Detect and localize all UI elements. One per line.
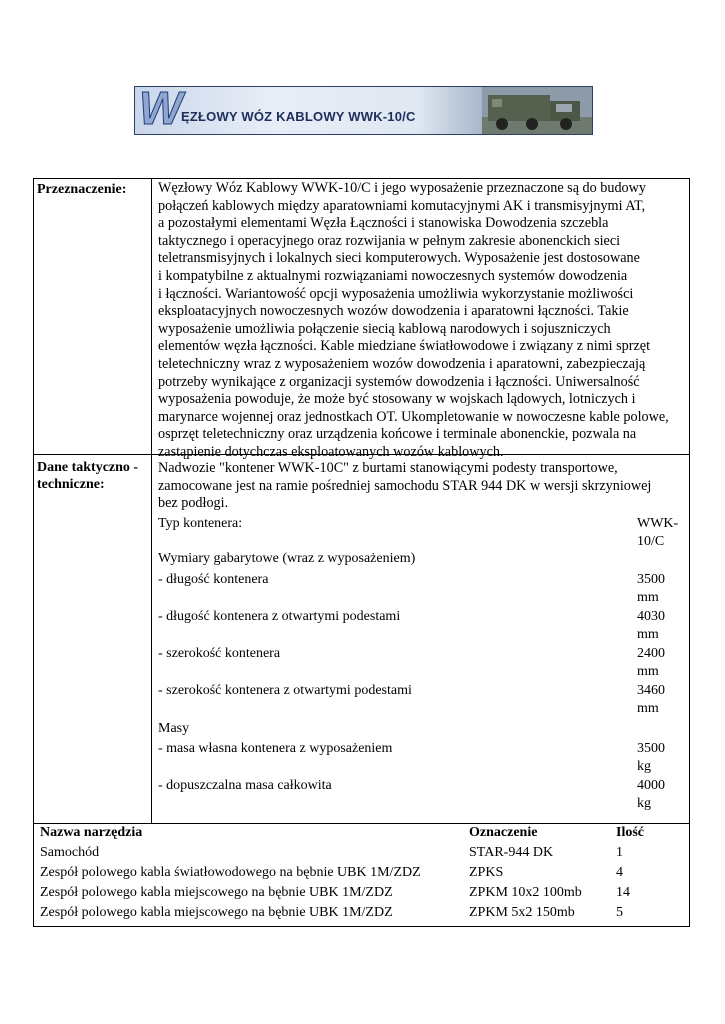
tools-row-qty: 5 bbox=[616, 905, 623, 920]
dimensions-heading: Wymiary gabarytowe (wraz z wyposażeniem) bbox=[158, 551, 416, 566]
header-banner bbox=[134, 86, 593, 135]
tools-row-code: STAR-944 DK bbox=[469, 845, 554, 860]
mass-label: - dopuszczalna masa całkowita bbox=[158, 778, 332, 793]
tools-row-qty: 14 bbox=[616, 885, 630, 900]
container-type-label: Typ kontenera: bbox=[158, 516, 243, 531]
tools-row-code: ZPKM 10x2 100mb bbox=[469, 885, 582, 900]
tools-row-name: Zespół polowego kabla miejscowego na bębnie UBK 1M/ZDZ bbox=[40, 885, 393, 900]
dim-value: 3460 mm bbox=[637, 683, 665, 716]
dim-label: - długość kontenera bbox=[158, 572, 269, 587]
tech-intro-line: Nadwozie "kontener WWK-10C" z burtami stanowiącymi podesty transportowe, bbox=[158, 460, 618, 476]
purpose-line: wyposażenie umożliwia połączenie siecią kablową narodowych i sojuszniczych bbox=[158, 320, 611, 337]
purpose-label: Przeznaczenie: bbox=[37, 182, 127, 197]
tools-row-qty: 4 bbox=[616, 865, 623, 880]
purpose-line: taktycznego i operacyjnego oraz rozwijania w pełnym zakresie abonenckich sieci bbox=[158, 232, 621, 249]
purpose-line: Węzłowy Wóz Kablowy WWK-10/C i jego wyposażenie przeznaczone są do budowy bbox=[158, 180, 646, 196]
mass-label: - masa własna kontenera z wyposażeniem bbox=[158, 741, 393, 756]
tech-label-line: Dane taktyczno - bbox=[37, 460, 139, 475]
spec-table bbox=[33, 178, 690, 927]
dim-value: 2400 mm bbox=[637, 646, 665, 679]
tech-intro bbox=[158, 460, 686, 513]
purpose-line: połączeń kablowych między aparatowniami komutacyjnymi AK i transmisyjnymi AT, bbox=[158, 197, 646, 214]
banner-title: ĘZŁOWY WÓZ KABLOWY WWK-10/C bbox=[181, 109, 416, 124]
tools-row-name: Zespół polowego kabla miejscowego na bębnie UBK 1M/ZDZ bbox=[40, 905, 393, 920]
tech-label-line: techniczne: bbox=[37, 477, 105, 492]
tech-intro-line: zamocowane jest na ramie pośredniej samochodu STAR 944 DK w wersji skrzyniowej bbox=[158, 477, 652, 494]
tools-row-name: Zespół polowego kabla światłowodowego na bębnie UBK 1M/ZDZ bbox=[40, 865, 421, 880]
purpose-line: osprzęt teletechniczny oraz urządzenia końcowe i terminale abonenckie, pozwala na bbox=[158, 426, 637, 443]
tools-row-name: Samochód bbox=[40, 845, 100, 860]
purpose-line: i łączności. Wariantowość opcji wyposażenia umożliwia wykorzystanie możliwości bbox=[158, 285, 634, 302]
tools-row-qty: 1 bbox=[616, 845, 623, 860]
purpose-line: i kompatybilne z aktualnymi rozwiązaniami nowoczesnych systemów dowodzenia bbox=[158, 267, 628, 284]
dim-label: - szerokość kontenera bbox=[158, 646, 281, 661]
masses-heading: Masy bbox=[158, 721, 190, 736]
tools-row-code: ZPKS bbox=[469, 865, 504, 880]
purpose-line: teletransmisyjnych i lokalnych sieci komputerowych. Wyposażenie jest dostosowane bbox=[158, 250, 640, 267]
dim-value: 4030 mm bbox=[637, 609, 665, 642]
purpose-line: marynarce wojennej oraz jednostkach OT. Ukompletowanie w nowoczesne kable polowe, bbox=[158, 408, 669, 425]
column-divider bbox=[151, 179, 152, 824]
tools-header-qty: Ilość bbox=[616, 825, 644, 840]
tools-row-code: ZPKM 5x2 150mb bbox=[469, 905, 575, 920]
purpose-line: wyposażenia powoduje, że może być stosowany w wojskach lądowych, lotniczych i bbox=[158, 391, 636, 408]
tools-header-code: Oznaczenie bbox=[469, 825, 538, 840]
mass-value: 3500 kg bbox=[637, 741, 665, 774]
purpose-line: eksploatacyjnych nowoczesnych wozów dowodzenia i aparatowni łączności. Takie bbox=[158, 303, 629, 320]
mass-value: 4000 kg bbox=[637, 778, 665, 811]
truck-photo-icon bbox=[482, 87, 592, 134]
tech-label bbox=[37, 459, 138, 493]
tech-intro-line: bez podłogi. bbox=[158, 495, 229, 512]
tools-header-name: Nazwa narzędzia bbox=[40, 825, 143, 840]
banner-logo-letter: W bbox=[139, 86, 179, 134]
purpose-line: zastąpienie dotychczas eksploatowanych wozów kablowych. bbox=[158, 443, 504, 460]
purpose-text bbox=[158, 180, 686, 462]
dim-value: 3500 mm bbox=[637, 572, 665, 605]
dim-label: - długość kontenera z otwartymi podestami bbox=[158, 609, 401, 624]
container-type-value: WWK- 10/C bbox=[637, 516, 679, 549]
purpose-line: potrzeby wynikające z organizacji systemów dowodzenia i łączności. Uniwersalność bbox=[158, 373, 640, 390]
purpose-line: a pozostałymi elementami Węzła Łączności i stanowiska Dowodzenia szczebla bbox=[158, 215, 609, 232]
dim-label: - szerokość kontenera z otwartymi podestami bbox=[158, 683, 412, 698]
purpose-line: elementów węzła łączności. Kable miedziane światłowodowe i związany z nimi sprzęt bbox=[158, 338, 651, 355]
purpose-line: teletechniczny wraz z wyposażeniem wozów dowodzenia i aparatowni, zabezpieczają bbox=[158, 355, 646, 372]
